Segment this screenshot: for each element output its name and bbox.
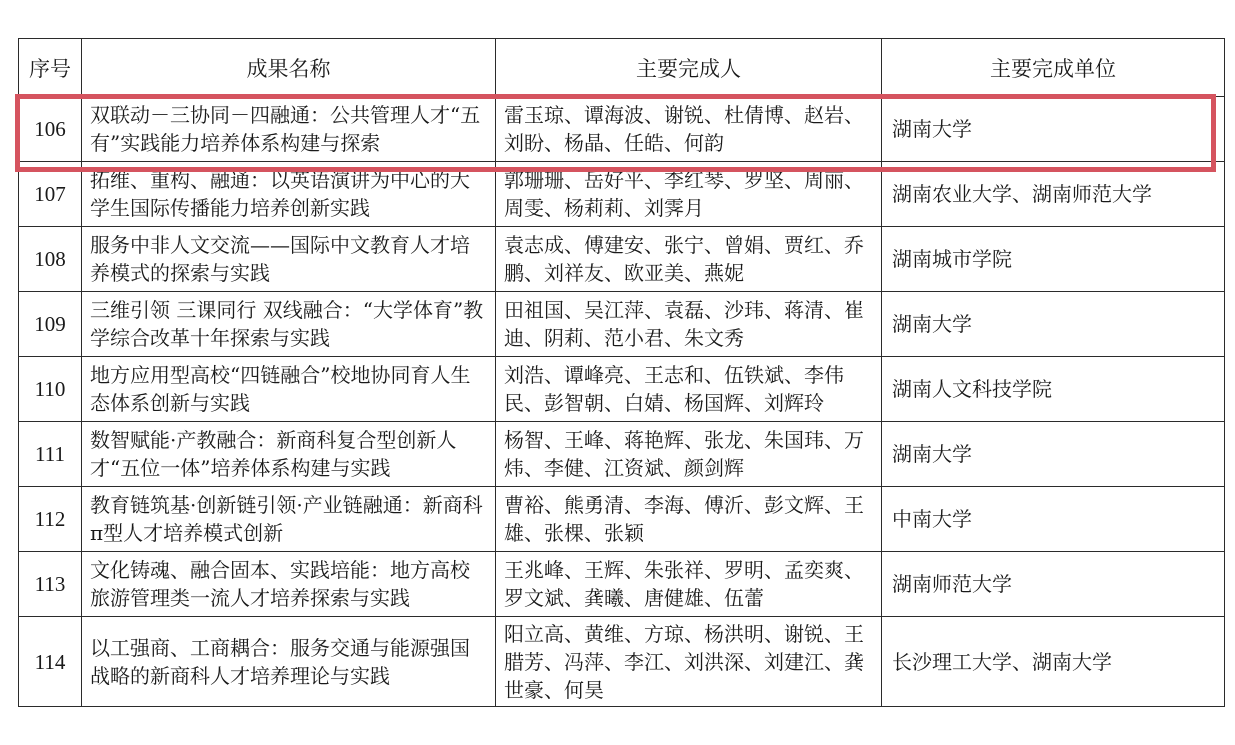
row-unit: 湖南大学	[882, 97, 1225, 162]
table-row	[19, 292, 1225, 357]
row-people: 雷玉琼、谭海波、谢锐、杜倩博、赵岩、刘盼、杨晶、任皓、何韵	[496, 97, 882, 162]
row-index: 114	[19, 617, 82, 707]
row-unit: 湖南城市学院	[882, 227, 1225, 292]
row-people: 曹裕、熊勇清、李海、傅沂、彭文辉、王雄、张棵、张颖	[496, 487, 882, 552]
row-people: 刘浩、谭峰亮、王志和、伍铁斌、李伟民、彭智朝、白婧、杨国辉、刘辉玲	[496, 357, 882, 422]
row-unit: 中南大学	[882, 487, 1225, 552]
row-people: 田祖国、吴江萍、袁磊、沙玮、蒋清、崔迪、阴莉、范小君、朱文秀	[496, 292, 882, 357]
row-name: 数智赋能·产教融合：新商科复合型创新人才“五位一体”培养体系构建与实践	[82, 422, 496, 487]
row-people: 郭珊珊、岳好平、李红琴、罗坚、周丽、周雯、杨莉莉、刘霁月	[496, 162, 882, 227]
row-people: 阳立高、黄维、方琼、杨洪明、谢锐、王腊芳、冯萍、李江、刘洪深、刘建江、龚世豪、何昊	[496, 617, 882, 707]
awards-table	[18, 38, 1225, 707]
row-index: 109	[19, 292, 82, 357]
row-unit: 湖南大学	[882, 292, 1225, 357]
row-unit: 长沙理工大学、湖南大学	[882, 617, 1225, 707]
row-unit: 湖南农业大学、湖南师范大学	[882, 162, 1225, 227]
header-row	[19, 39, 1225, 97]
table-row	[19, 617, 1225, 707]
row-index: 110	[19, 357, 82, 422]
table-row	[19, 357, 1225, 422]
row-index: 112	[19, 487, 82, 552]
header-unit: 主要完成单位	[882, 39, 1225, 97]
header-index: 序号	[19, 39, 82, 97]
row-name: 拓维、重构、融通：以英语演讲为中心的大学生国际传播能力培养创新实践	[82, 162, 496, 227]
row-index: 113	[19, 552, 82, 617]
row-index: 106	[19, 97, 82, 162]
header-name: 成果名称	[82, 39, 496, 97]
row-name: 双联动－三协同－四融通：公共管理人才“五有”实践能力培养体系构建与探索	[82, 97, 496, 162]
row-name: 地方应用型高校“四链融合”校地协同育人生态体系创新与实践	[82, 357, 496, 422]
row-name: 以工强商、工商耦合：服务交通与能源强国战略的新商科人才培养理论与实践	[82, 617, 496, 707]
row-index: 107	[19, 162, 82, 227]
table-row	[19, 422, 1225, 487]
table-row	[19, 487, 1225, 552]
table-row	[19, 97, 1225, 162]
row-name: 三维引领 三课同行 双线融合：“大学体育”教学综合改革十年探索与实践	[82, 292, 496, 357]
row-index: 111	[19, 422, 82, 487]
row-people: 杨智、王峰、蒋艳辉、张龙、朱国玮、万炜、李健、江资斌、颜剑辉	[496, 422, 882, 487]
row-unit: 湖南人文科技学院	[882, 357, 1225, 422]
table-row	[19, 162, 1225, 227]
header-people: 主要完成人	[496, 39, 882, 97]
row-name: 服务中非人文交流——国际中文教育人才培养模式的探索与实践	[82, 227, 496, 292]
row-name: 文化铸魂、融合固本、实践培能：地方高校旅游管理类一流人才培养探索与实践	[82, 552, 496, 617]
row-people: 袁志成、傅建安、张宁、曾娟、贾红、乔鹏、刘祥友、欧亚美、燕妮	[496, 227, 882, 292]
row-name: 教育链筑基·创新链引领·产业链融通：新商科π型人才培养模式创新	[82, 487, 496, 552]
row-people: 王兆峰、王辉、朱张祥、罗明、孟奕爽、罗文斌、龚曦、唐健雄、伍蕾	[496, 552, 882, 617]
row-index: 108	[19, 227, 82, 292]
row-unit: 湖南师范大学	[882, 552, 1225, 617]
table-row	[19, 552, 1225, 617]
table-row	[19, 227, 1225, 292]
row-unit: 湖南大学	[882, 422, 1225, 487]
